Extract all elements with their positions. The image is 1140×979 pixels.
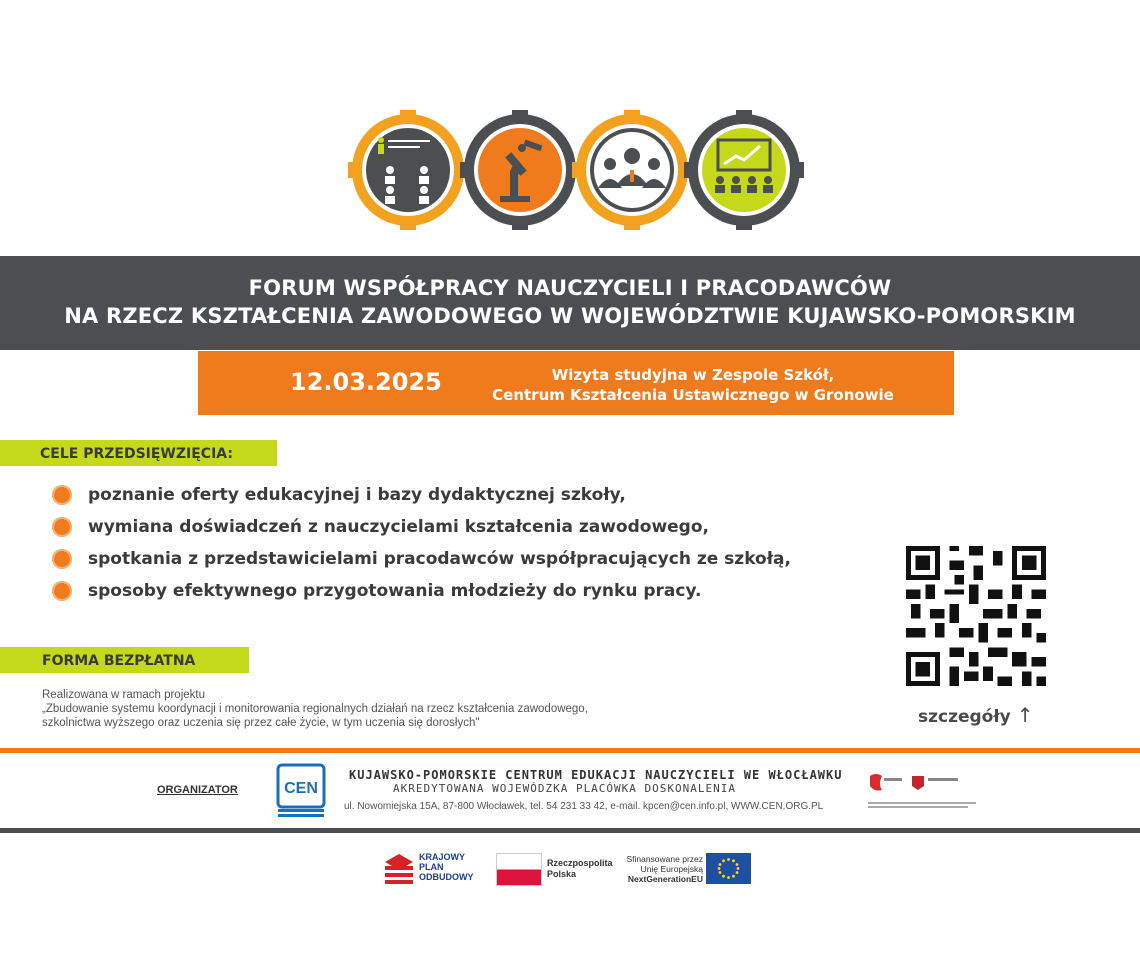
goals-heading: CELE PRZEDSIĘWZIĘCIA:: [0, 440, 277, 466]
goals-list: [52, 482, 812, 610]
list-item: [52, 514, 812, 546]
bullet-icon: [52, 485, 72, 505]
kpo-text: [419, 852, 474, 882]
team-gear-icon: [572, 110, 692, 230]
form-free-label: FORMA BEZPŁATNA: [0, 647, 249, 673]
details-label[interactable]: szczegóły: [918, 707, 1011, 727]
kpo-line-2: PLAN: [419, 862, 444, 872]
details-link[interactable]: [918, 703, 1033, 727]
goal-text: poznanie oferty edukacyjnej i bazy dydaktycznej szkoły,: [88, 485, 626, 505]
title-line-2: NA RZECZ KSZTAŁCENIA ZAWODOWEGO W WOJEWÓDZTWIE KUJAWSKO-POMORSKIM: [64, 304, 1076, 328]
title-line-1: FORUM WSPÓŁPRACY NAUCZYCIELI I PRACODAWCÓW: [248, 276, 892, 300]
poland-line-1: Rzeczpospolita: [547, 858, 613, 868]
list-item: [52, 482, 812, 514]
eu-line-2: Unię Europejską: [640, 864, 703, 874]
cen-logo-icon: [276, 763, 326, 819]
project-info: [42, 688, 742, 730]
goal-text: spotkania z przedstawicielami pracodawców współpracujących ze szkołą,: [88, 549, 791, 569]
poland-text: [547, 858, 613, 880]
poland-line-2: Polska: [547, 869, 577, 879]
organizer-label: ORGANIZATOR: [157, 784, 238, 796]
up-arrow-icon: ↑: [1016, 703, 1034, 727]
cen-logo-text: CEN: [284, 780, 318, 797]
classroom-gear-icon: [348, 110, 468, 230]
kpo-line-1: KRAJOWY: [419, 852, 466, 862]
event-visit: [473, 365, 913, 405]
regional-logos-icon: [864, 770, 984, 810]
qr-code[interactable]: [906, 546, 1046, 686]
title-banner: [0, 256, 1140, 350]
event-bar: [198, 351, 954, 415]
eu-flag-icon: [706, 853, 751, 884]
eu-line-3: NextGenerationEU: [627, 874, 703, 884]
kpo-line-3: ODBUDOWY: [419, 872, 474, 882]
robot-arm-gear-icon: [460, 110, 580, 230]
eu-text: [623, 854, 703, 884]
goal-text: wymiana doświadczeń z nauczycielami kształcenia zawodowego,: [88, 517, 709, 537]
eu-line-1: Sfinansowane przez: [626, 854, 703, 864]
project-line-1: Realizowana w ramach projektu: [42, 689, 205, 701]
list-item: [52, 578, 812, 610]
visit-line-1: Wizyta studyjna w Zespole Szkół,: [551, 366, 835, 384]
event-date: 12.03.2025: [290, 368, 442, 396]
polish-flag-icon: [496, 853, 542, 886]
kpo-stripes-icon: [385, 854, 413, 884]
presentation-gear-icon: [684, 110, 804, 230]
center-name: KUJAWSKO-POMORSKIE CENTRUM EDUKACJI NAUCZYCIELI WE WŁOCŁAWKU: [349, 768, 843, 782]
list-item: [52, 546, 812, 578]
visit-line-2: Centrum Kształcenia Ustawicznego w Gronowie: [492, 386, 894, 404]
divider-orange: [0, 748, 1140, 753]
bullet-icon: [52, 517, 72, 537]
bullet-icon: [52, 549, 72, 569]
project-line-2: „Zbudowanie systemu koordynacji i monitorowania regionalnych działań na rzecz kształcenia zawodowego,: [42, 703, 588, 715]
kpo-logo: [385, 852, 485, 886]
center-subtitle: AKREDYTOWANA WOJEWÓDZKA PLACÓWKA DOSKONALENIA: [393, 782, 737, 795]
project-line-3: szkolnictwa wyższego oraz uczenia się przez całe życie, w tym uczenia się dorosłych": [42, 717, 480, 729]
bullet-icon: [52, 581, 72, 601]
goal-text: sposoby efektywnego przygotowania młodzieży do rynku pracy.: [88, 581, 702, 601]
divider-gray: [0, 828, 1140, 833]
center-address: ul. Nowomiejska 15A, 87-800 Włocławek, tel. 54 231 33 42, e-mail. kpcen@cen.info.pl, WWW.CEN.ORG.PL: [344, 801, 824, 812]
gears-illustration: [340, 110, 810, 240]
